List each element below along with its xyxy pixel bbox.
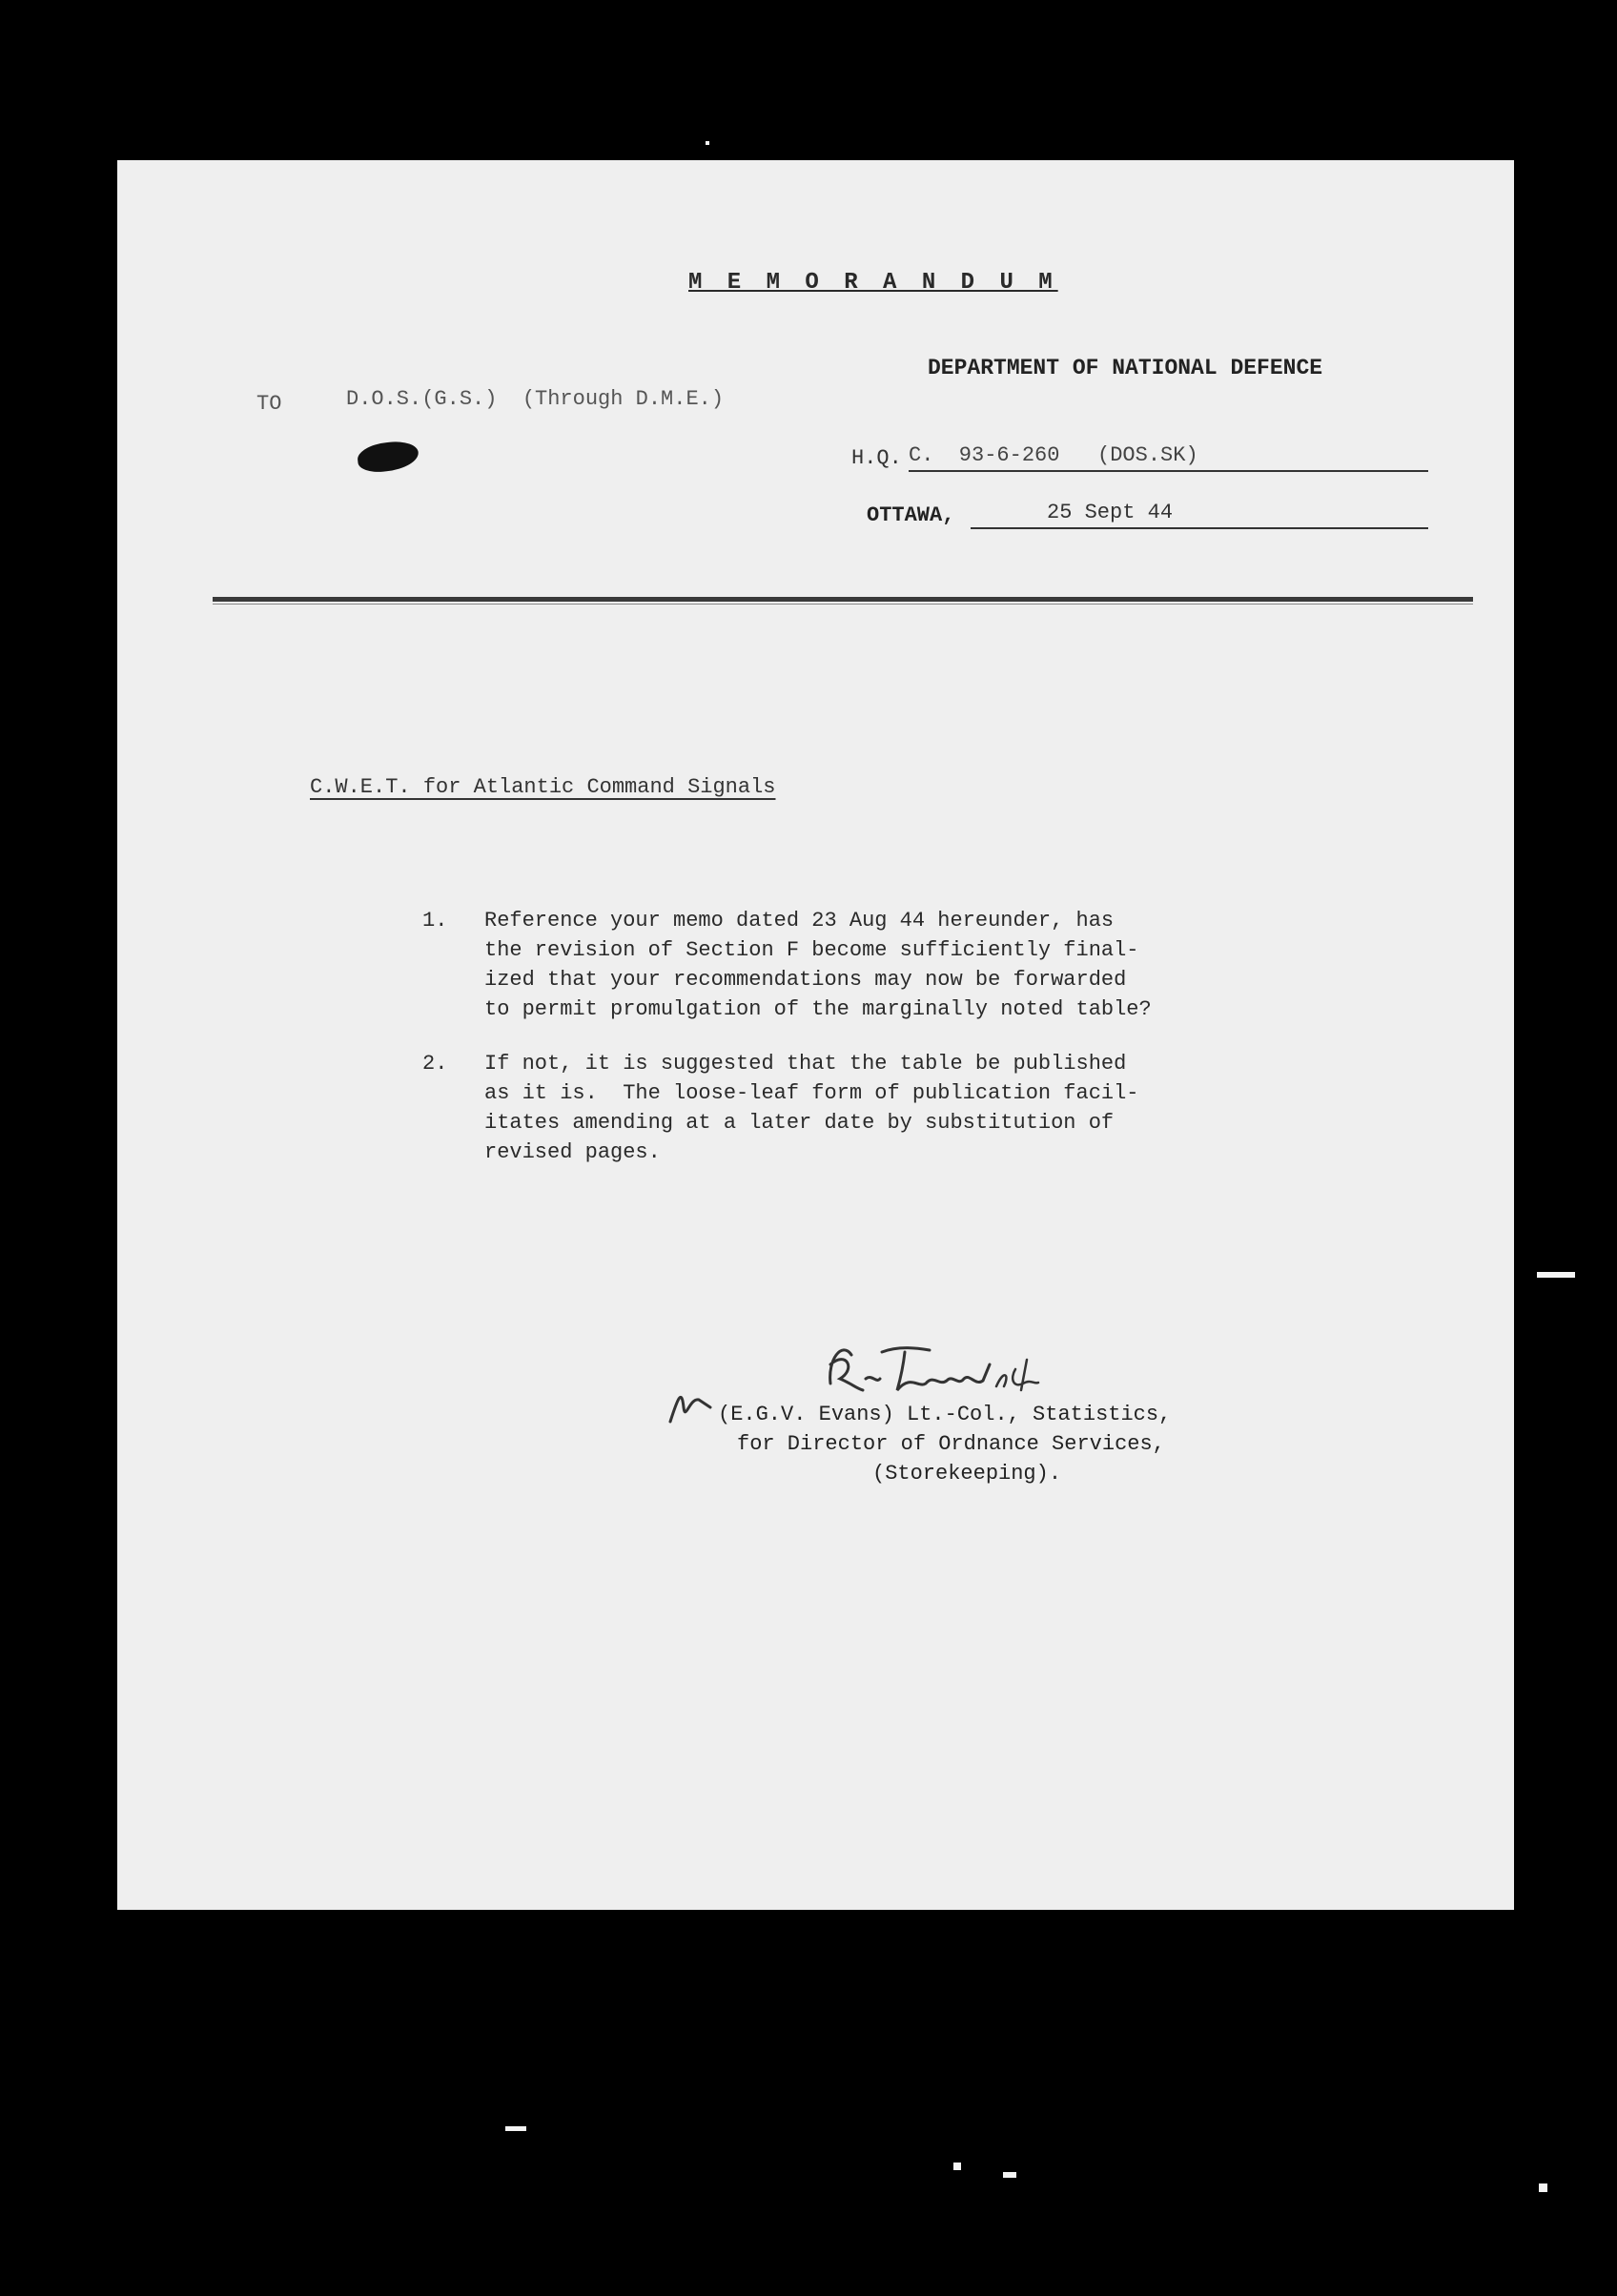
paragraph-number: 2. bbox=[422, 1052, 448, 1076]
scan-speck bbox=[1539, 2183, 1547, 2192]
signature-block bbox=[661, 1400, 1171, 1488]
scan-speck bbox=[505, 2126, 526, 2131]
scan-speck bbox=[953, 2163, 961, 2170]
subject-line: C.W.E.T. for Atlantic Command Signals bbox=[310, 775, 776, 799]
memo-title: M E M O R A N D U M bbox=[688, 270, 1058, 296]
header-divider-shadow bbox=[213, 604, 1473, 605]
to-recipient: D.O.S.(G.S.) (Through D.M.E.) bbox=[346, 387, 725, 411]
signatory-office: for Director of Ordnance Services, bbox=[737, 1432, 1165, 1456]
signatory-branch: (Storekeeping). bbox=[872, 1462, 1062, 1486]
ink-blot bbox=[357, 440, 420, 475]
hq-label: H.Q. bbox=[851, 446, 902, 470]
city-label: OTTAWA, bbox=[867, 503, 955, 527]
hq-underline bbox=[909, 470, 1428, 472]
hq-file-number: C. 93-6-260 (DOS.SK) bbox=[909, 443, 1198, 467]
signatory-name: (E.G.V. Evans) Lt.-Col., Statistics, bbox=[718, 1403, 1172, 1426]
scan-speck bbox=[1537, 1272, 1575, 1278]
to-label: TO bbox=[256, 392, 282, 416]
paragraph-text: Reference your memo dated 23 Aug 44 hereunder, has the revision of Section F become sufficiently final- ized that your recommendations may now be forwarded to permit promulgation of the marginally noted table? bbox=[484, 909, 1152, 1021]
department-name: DEPARTMENT OF NATIONAL DEFENCE bbox=[928, 356, 1323, 380]
header-divider bbox=[213, 597, 1473, 602]
memo-date: 25 Sept 44 bbox=[1047, 501, 1174, 524]
memo-page bbox=[117, 160, 1514, 1910]
date-underline bbox=[971, 527, 1428, 529]
scan-speck bbox=[706, 141, 709, 145]
paragraph-text: If not, it is suggested that the table be published as it is. The loose-leaf form of publication facil- itates amending at a later date by substitution of revised pages. bbox=[484, 1052, 1139, 1164]
paragraph-number: 1. bbox=[422, 909, 448, 933]
scan-speck bbox=[1003, 2172, 1016, 2178]
